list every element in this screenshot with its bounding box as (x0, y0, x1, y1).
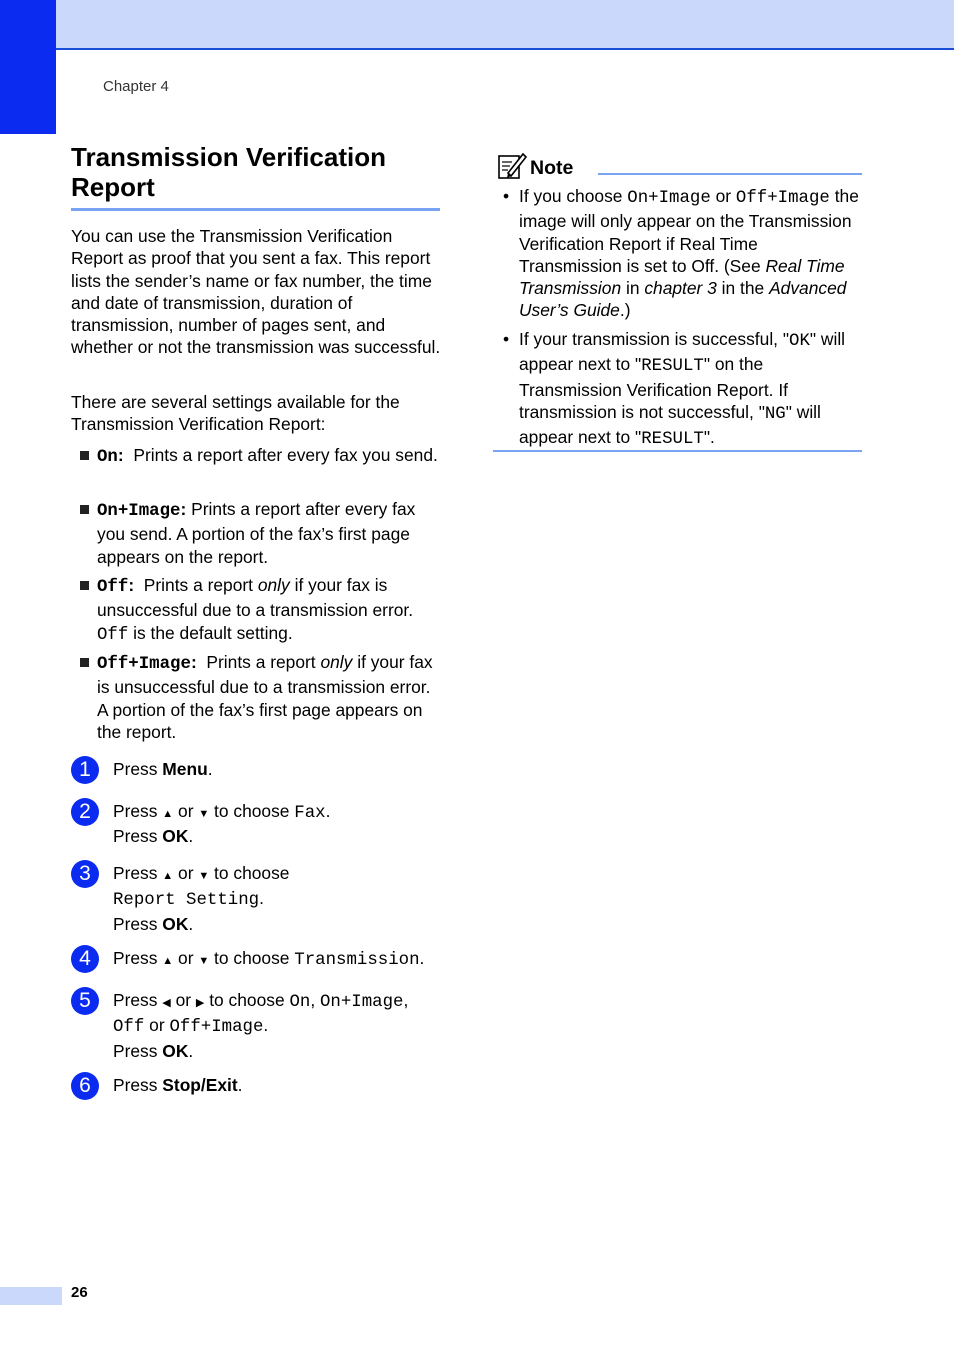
left-arrow-icon: ◀ (162, 997, 171, 1009)
title-rule (71, 208, 440, 211)
right-arrow-icon: ▶ (195, 997, 205, 1009)
bullet-square-icon (80, 581, 89, 590)
header-band (0, 0, 954, 50)
note-top-rule (598, 173, 862, 175)
up-arrow-icon: ▲ (162, 870, 174, 882)
up-arrow-icon: ▲ (162, 808, 174, 820)
page-number: 26 (71, 1284, 88, 1301)
option-off: Off: Prints a report only if your fax is unsuccessful due to a transmission error. Off is the default setting. (78, 574, 443, 647)
note-pencil-icon (497, 152, 527, 180)
step-number: 2 (71, 798, 99, 826)
step-number: 5 (71, 987, 99, 1015)
step-number: 3 (71, 860, 99, 888)
option-off-image: Off+Image: Prints a report only if your fax is unsuccessful due to a transmission error. A portion of the fax’s first page appears on the report. (78, 651, 443, 743)
option-on: On: Prints a report after every fax you send. (78, 444, 443, 469)
note-label: Note (530, 157, 574, 179)
down-arrow-icon: ▼ (198, 808, 210, 820)
step-number: 4 (71, 945, 99, 973)
chapter-label: Chapter 4 (103, 78, 169, 95)
step-number: 1 (71, 756, 99, 784)
bullet-square-icon (80, 658, 89, 667)
down-arrow-icon: ▼ (198, 955, 210, 967)
up-arrow-icon: ▲ (162, 955, 174, 967)
step-number: 6 (71, 1072, 99, 1100)
bullet-square-icon (80, 505, 89, 514)
chapter-tab (0, 0, 56, 134)
footer-bar (0, 1287, 62, 1305)
settings-intro: There are several settings available for the Transmission Verification Report: (71, 392, 400, 435)
note-bottom-rule (493, 450, 862, 452)
option-on-image: On+Image: Prints a report after every fax you send. A portion of the fax’s first page appears on the report. (78, 498, 443, 568)
down-arrow-icon: ▼ (198, 870, 210, 882)
intro-paragraph: You can use the Transmission Verification Report as proof that you sent a fax. This report lists the sender’s name or fax number, the time and date of transmission, duration of transmission, number of pages sent, and whether or not the transmission was successful. (71, 226, 441, 358)
bullet-square-icon (80, 451, 89, 460)
section-title: Transmission Verification Report (71, 142, 386, 202)
